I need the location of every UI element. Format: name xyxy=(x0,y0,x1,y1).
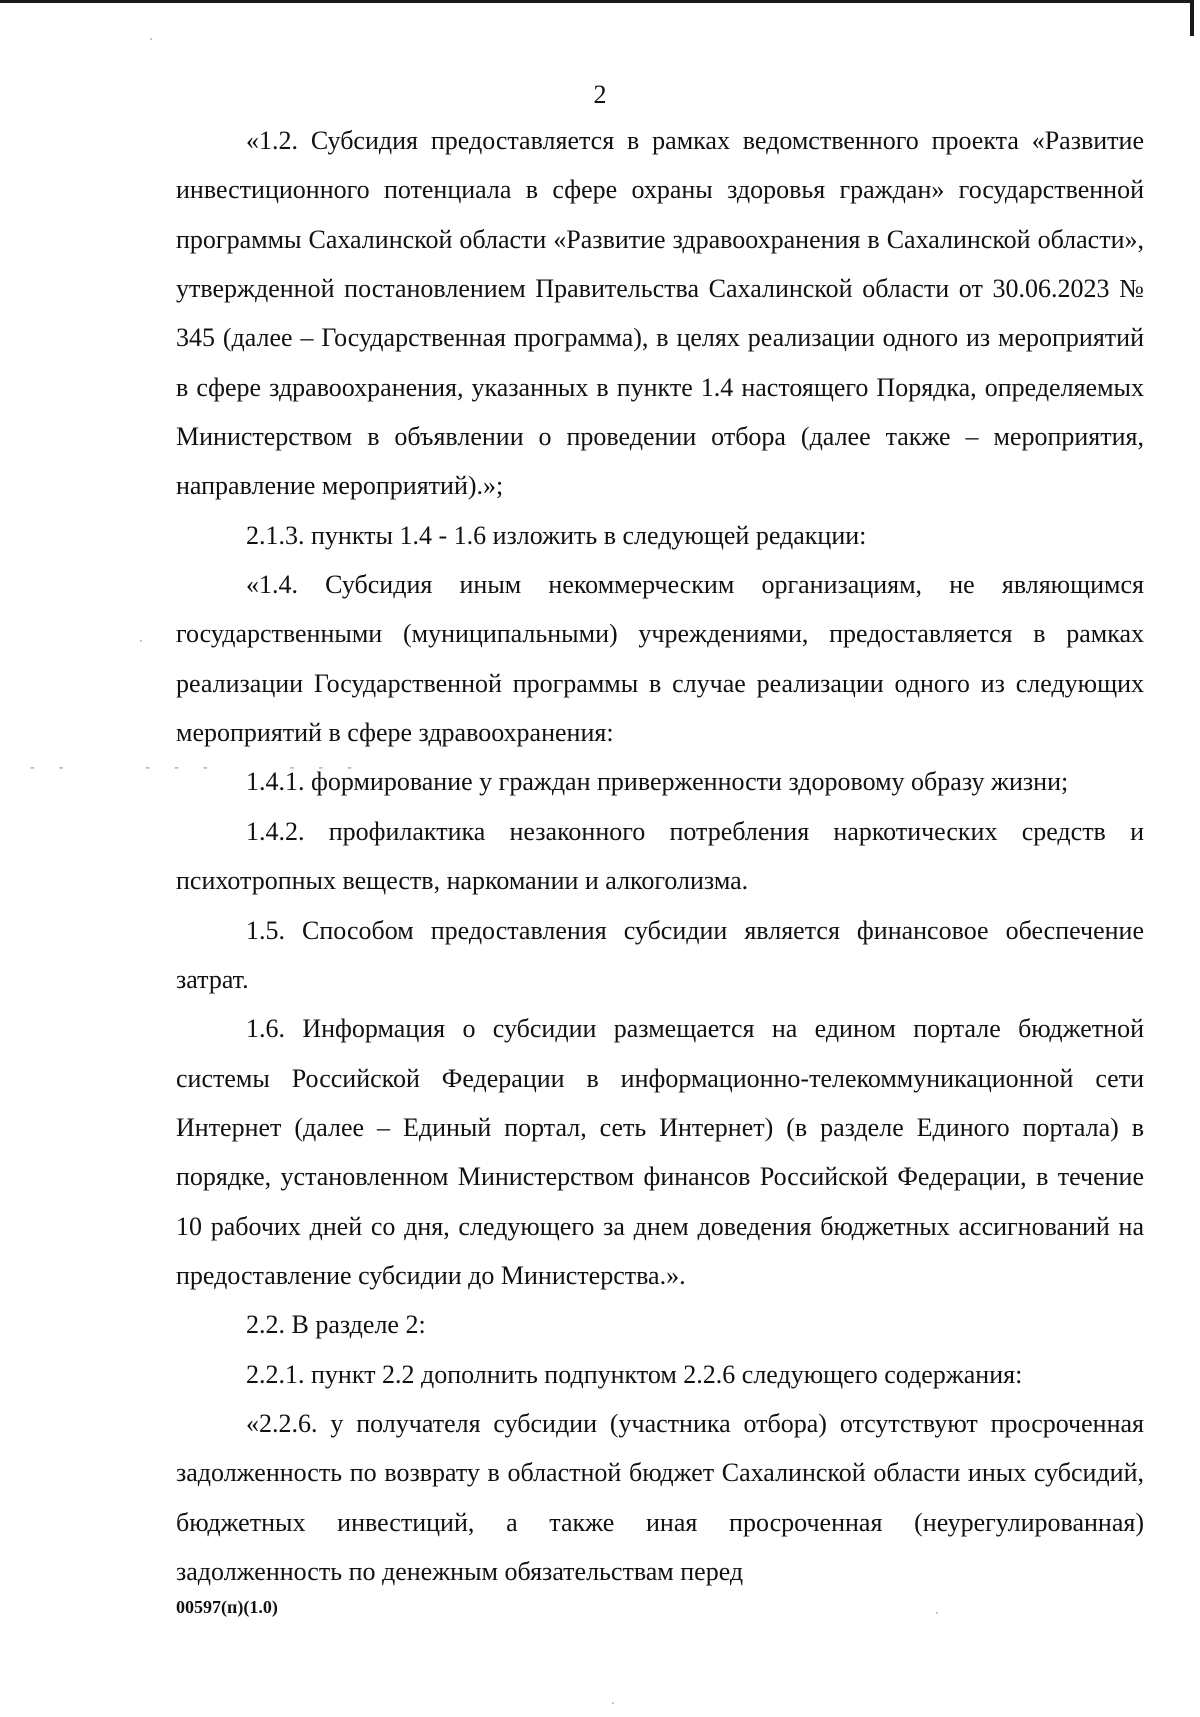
scan-speck xyxy=(612,1702,614,1704)
paragraph-1-4-1: 1.4.1. формирование у граждан приверженности здоровому образу жизни; xyxy=(246,767,1069,797)
document-body xyxy=(176,116,1144,1596)
paragraph-1-5: 1.5. Способом предоставления субсидии является финансовое обеспечение затрат. xyxy=(176,915,1144,994)
scan-speck xyxy=(150,38,152,40)
document-code: 00597(п)(1.0) xyxy=(176,1597,278,1617)
scan-speck xyxy=(140,640,142,642)
scan-artifact-dashes: - - - - - - - - xyxy=(28,760,360,776)
scan-speck xyxy=(936,1612,938,1614)
paragraph-1-4-2: 1.4.2. профилактика незаконного потребления наркотических средств и психотропных веществ, наркомании и алкоголизма. xyxy=(176,816,1144,896)
page-number: 2 xyxy=(593,80,607,109)
paragraph-1-4: «1.4. Субсидия иным некоммерческим организациям, не являющимся государственными (муниципальными) учреждениями, предоставляется в рамках реализации Государственной программы в случае реализации одного из следующих мероприятий в сфере здравоохранения: xyxy=(176,570,1144,748)
paragraph-2-2-6: «2.2.6. у получателя субсидии (участника отбора) отсутствуют просроченная задолженность по возврату в областной бюджет Сахалинской области иных субсидий, бюджетных инвестиций, а также иная просроченная (неурегулированная) задолженность по денежным обязательствам перед xyxy=(176,1408,1144,1586)
scan-top-edge xyxy=(0,0,1190,3)
paragraph-2-2-1: 2.2.1. пункт 2.2 дополнить подпунктом 2.2.6 следующего содержания: xyxy=(246,1359,1023,1389)
paragraph-1-2: «1.2. Субсидия предоставляется в рамках ведомственного проекта «Развитие инвестиционного потенциала в сфере охраны здоровья граждан» государственной программы Сахалинской области «Развитие здравоохранения в Сахалинской области», утвержденной постановлением Правительства Сахалинской области от 30.06.2023 № 345 (далее – Государственная программа), в целях реализации одного из мероприятий в сфере здравоохранения, указанных в пункте 1.4 настоящего Порядка, определяемых Министерством в объявлении о проведении отбора (далее также – мероприятия, направление мероприятий).»; xyxy=(176,126,1144,501)
paragraph-2-2: 2.2. В разделе 2: xyxy=(246,1310,426,1340)
paragraph-1-6: 1.6. Информация о субсидии размещается на едином портале бюджетной системы Российской Федерации в информационно-телекоммуникационной сети Интернет (далее – Единый портал, сеть Интернет) (в разделе Единого портала) в порядке, установленном Министерством финансов Российской Федерации, в течение 10 рабочих дней со дня, следующего за днем доведения бюджетных ассигнований на предоставление субсидии до Министерства.». xyxy=(176,1014,1144,1290)
scan-right-edge xyxy=(1190,0,1194,36)
paragraph-2-1-3: 2.1.3. пункты 1.4 - 1.6 изложить в следующей редакции: xyxy=(246,520,867,550)
